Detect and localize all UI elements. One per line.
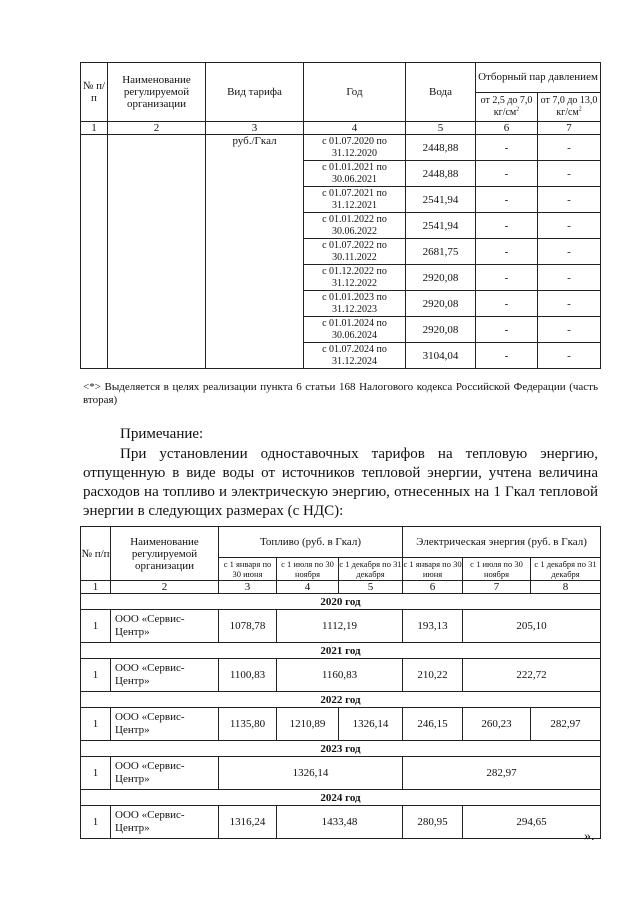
- header-period-jul: с 1 июля по 30 ноября: [463, 558, 531, 581]
- electric-value: 222,72: [463, 659, 601, 692]
- col-number: 3: [206, 122, 304, 135]
- fuel-value: 1326,14: [219, 757, 403, 790]
- table-row: [81, 757, 601, 790]
- period-cell: с 01.01.2024 по 30.06.2024: [304, 317, 406, 343]
- period-cell: с 01.07.2020 по 31.12.2020: [304, 135, 406, 161]
- closing-quote: ».: [584, 829, 595, 844]
- header-period-jul: с 1 июля по 30 ноября: [277, 558, 339, 581]
- header-electric: Электрическая энергия (руб. в Гкал): [403, 527, 601, 558]
- header-num: № п/п: [81, 63, 108, 122]
- electric-value: 282,97: [531, 708, 601, 741]
- col-number: 1: [81, 581, 111, 594]
- electric-value: 294,65: [463, 806, 601, 839]
- steam-low-value: -: [476, 291, 538, 317]
- steam-low-value: -: [476, 161, 538, 187]
- fuel-value: 1326,14: [339, 708, 403, 741]
- fuel-value: 1316,24: [219, 806, 277, 839]
- org-name: ООО «Сервис-Центр»: [111, 806, 219, 839]
- col-number: 7: [538, 122, 601, 135]
- row-num: 1: [81, 659, 111, 692]
- unit-cell: руб./Гкал: [206, 135, 304, 369]
- col-number: 1: [81, 122, 108, 135]
- year-heading: 2022 год: [81, 692, 601, 708]
- header-org: Наименование регулируемой организации: [108, 63, 206, 122]
- note-paragraph: При установлении одноставочных тарифов на тепловую энергию, отпущенную в виде воды от источников тепловой энергии, учтена величина расходов на топливо и электрическую энергию, отнесенных на 1 Гкал тепловой энергии в следующих размерах (с НДС):: [83, 446, 598, 519]
- steam-high-value: -: [538, 161, 601, 187]
- electric-value: 193,13: [403, 610, 463, 643]
- header-period-dec: с 1 декабря по 31 декабря: [531, 558, 601, 581]
- header-org: Наименование регулируемой организации: [111, 527, 219, 581]
- electric-value: 205,10: [463, 610, 601, 643]
- steam-high-value: -: [538, 135, 601, 161]
- header-period-dec: с 1 декабря по 31 декабря: [339, 559, 402, 579]
- header-num: № п/п: [81, 527, 111, 581]
- steam-high-value: -: [538, 343, 601, 369]
- water-value: 2541,94: [406, 187, 476, 213]
- fuel-value: 1433,48: [277, 806, 403, 839]
- col-number: 6: [403, 581, 463, 594]
- steam-low-value: -: [476, 343, 538, 369]
- table-row: [81, 610, 601, 643]
- electric-value: 246,15: [403, 708, 463, 741]
- period-cell: с 01.07.2022 по 30.11.2022: [304, 239, 406, 265]
- tariff-table: [80, 62, 601, 369]
- fuel-value: 1100,83: [219, 659, 277, 692]
- col-number: 6: [476, 122, 538, 135]
- col-number: 5: [406, 122, 476, 135]
- water-value: 2920,08: [406, 265, 476, 291]
- org-name: ООО «Сервис-Центр»: [111, 659, 219, 692]
- footnote: <*> Выделяется в целях реализации пункта 6 статьи 168 Налогового кодекса Российской Федерации (часть вторая): [83, 381, 598, 406]
- col-number: 7: [463, 581, 531, 594]
- fuel-value: 1078,78: [219, 610, 277, 643]
- fuel-value: 1210,89: [277, 708, 339, 741]
- header-year: Год: [304, 63, 406, 122]
- steam-high-value: -: [538, 239, 601, 265]
- header-steam: Отборный пар давлением: [476, 63, 601, 93]
- steam-high-value: -: [538, 265, 601, 291]
- row-num: 1: [81, 610, 111, 643]
- water-value: 2448,88: [406, 161, 476, 187]
- electric-value: 282,97: [403, 757, 601, 790]
- table-row: [81, 708, 601, 741]
- note-title: Примечание:: [120, 426, 204, 442]
- steam-low-value: -: [476, 213, 538, 239]
- steam-high-value: -: [538, 317, 601, 343]
- col-number: 4: [277, 581, 339, 594]
- row-num: 1: [81, 708, 111, 741]
- col-number: 8: [531, 581, 601, 594]
- header-tariff-type: Вид тарифа: [206, 63, 304, 122]
- col-number: 4: [304, 122, 406, 135]
- cost-table: [80, 526, 601, 839]
- period-cell: с 01.12.2022 по 31.12.2022: [304, 265, 406, 291]
- header-period-jan: с 1 января по 30 июня: [219, 558, 277, 581]
- fuel-value: 1160,83: [277, 659, 403, 692]
- col-number: 5: [339, 581, 403, 594]
- period-cell: с 01.01.2021 по 30.06.2021: [304, 161, 406, 187]
- org-name: ООО «Сервис-Центр»: [111, 757, 219, 790]
- steam-high-value: -: [538, 187, 601, 213]
- electric-value: 260,23: [463, 708, 531, 741]
- period-cell: с 01.07.2024 по 31.12.2024: [304, 343, 406, 369]
- empty-org-cell: [108, 135, 206, 369]
- water-value: 3104,04: [406, 343, 476, 369]
- empty-num-cell: [81, 135, 108, 369]
- steam-high-value: -: [538, 213, 601, 239]
- electric-value: 280,95: [403, 806, 463, 839]
- table-row: [81, 806, 601, 839]
- header-steam-high: от 7,0 до 13,0 $кг/см^2$: [538, 92, 601, 122]
- col-number: 3: [219, 581, 277, 594]
- table-row: [81, 135, 601, 161]
- steam-low-value: -: [476, 187, 538, 213]
- year-heading: 2021 год: [81, 643, 601, 659]
- fuel-value: 1112,19: [277, 610, 403, 643]
- row-num: 1: [81, 757, 111, 790]
- header-fuel: Топливо (руб. в Гкал): [219, 527, 403, 558]
- header-period-jan: с 1 января по 30 июня: [403, 559, 462, 579]
- header-water: Вода: [406, 63, 476, 122]
- fuel-value: 1135,80: [219, 708, 277, 741]
- year-heading: 2023 год: [81, 741, 601, 757]
- header-steam-low: от 2,5 до 7,0 $кг/см^2$: [476, 92, 538, 122]
- steam-low-value: -: [476, 317, 538, 343]
- table-row: [81, 659, 601, 692]
- steam-high-value: -: [538, 291, 601, 317]
- electric-value: 210,22: [403, 659, 463, 692]
- column-numbers-row: [81, 581, 601, 594]
- water-value: 2681,75: [406, 239, 476, 265]
- org-name: ООО «Сервис-Центр»: [111, 610, 219, 643]
- water-value: 2541,94: [406, 213, 476, 239]
- steam-low-value: -: [476, 265, 538, 291]
- year-heading: 2020 год: [81, 594, 601, 610]
- col-number: 2: [108, 122, 206, 135]
- water-value: 2920,08: [406, 291, 476, 317]
- period-cell: с 01.01.2022 по 30.06.2022: [304, 213, 406, 239]
- water-value: 2920,08: [406, 317, 476, 343]
- period-cell: с 01.01.2023 по 31.12.2023: [304, 291, 406, 317]
- water-value: 2448,88: [406, 135, 476, 161]
- steam-low-value: -: [476, 239, 538, 265]
- row-num: 1: [81, 806, 111, 839]
- period-cell: с 01.07.2021 по 31.12.2021: [304, 187, 406, 213]
- col-number: 2: [111, 581, 219, 594]
- steam-low-value: -: [476, 135, 538, 161]
- org-name: ООО «Сервис-Центр»: [111, 708, 219, 741]
- column-numbers-row: [81, 122, 601, 135]
- year-heading: 2024 год: [81, 790, 601, 806]
